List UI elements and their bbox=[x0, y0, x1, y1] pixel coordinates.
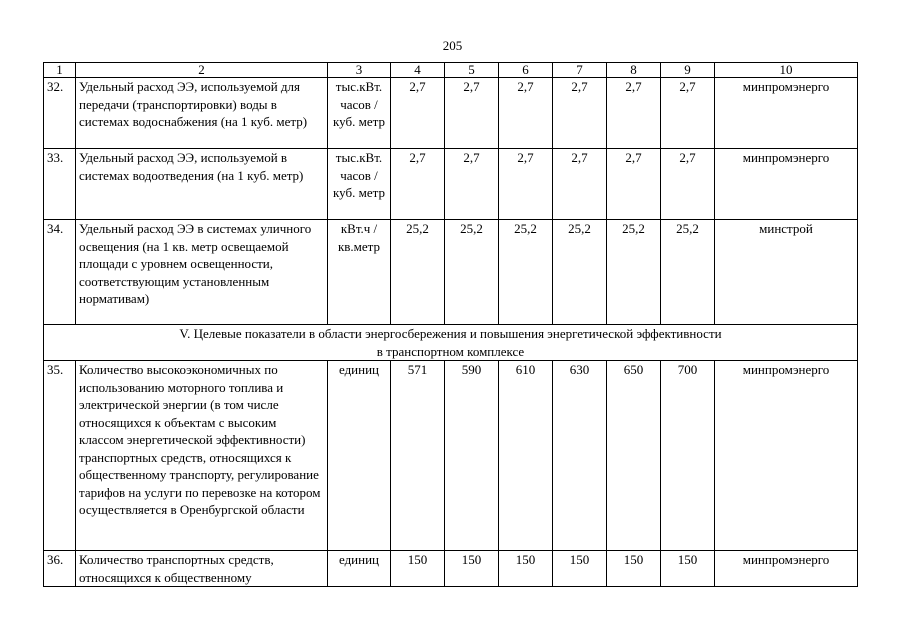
value-cell: 25,2 bbox=[553, 220, 607, 325]
column-header: 6 bbox=[499, 63, 553, 78]
row-number: 32. bbox=[44, 78, 76, 149]
page-number: 205 bbox=[442, 38, 463, 53]
column-header: 5 bbox=[445, 63, 499, 78]
section-heading-row bbox=[44, 325, 858, 361]
column-header: 8 bbox=[607, 63, 661, 78]
unit-cell: единиц bbox=[328, 361, 391, 551]
column-header: 9 bbox=[661, 63, 715, 78]
section-heading-line: в транспортном комплексе bbox=[376, 343, 525, 359]
value-cell: 610 bbox=[499, 361, 553, 551]
table-row bbox=[44, 361, 858, 551]
section-heading-line: V. Целевые показатели в области энергосбережения и повышения энергетической эффективности bbox=[179, 326, 722, 341]
column-header: 2 bbox=[76, 63, 328, 78]
value-cell: 2,7 bbox=[607, 78, 661, 149]
value-cell: 2,7 bbox=[445, 149, 499, 220]
value-cell: 25,2 bbox=[445, 220, 499, 325]
value-cell: 150 bbox=[445, 551, 499, 587]
column-header: 1 bbox=[44, 63, 76, 78]
table-row bbox=[44, 220, 858, 325]
table-row bbox=[44, 78, 858, 149]
value-cell: 2,7 bbox=[391, 149, 445, 220]
indicator-name: Количество высокоэкономичных по использованию моторного топлива и электрической энергии (в том числе относящихся к объектам с высоким классом энергетической эффективности) транспортных средств, относящихся к общественному транспорту, регулирование тарифов на услуги по перевозке на котором осуществляется в Оренбургской области bbox=[76, 361, 328, 551]
value-cell: 25,2 bbox=[661, 220, 715, 325]
responsible-org: минпромэнерго bbox=[715, 551, 858, 587]
unit-cell: единиц bbox=[328, 551, 391, 587]
value-cell: 590 bbox=[445, 361, 499, 551]
table-row bbox=[44, 149, 858, 220]
responsible-org: минпромэнерго bbox=[715, 149, 858, 220]
value-cell: 2,7 bbox=[499, 78, 553, 149]
value-cell: 25,2 bbox=[391, 220, 445, 325]
value-cell: 571 bbox=[391, 361, 445, 551]
unit-cell: кВт.ч / кв.метр bbox=[328, 220, 391, 325]
section-heading bbox=[44, 325, 858, 361]
value-cell: 2,7 bbox=[445, 78, 499, 149]
value-cell: 2,7 bbox=[553, 78, 607, 149]
value-cell: 25,2 bbox=[607, 220, 661, 325]
indicators-table bbox=[43, 62, 858, 587]
value-cell: 2,7 bbox=[607, 149, 661, 220]
row-number: 35. bbox=[44, 361, 76, 551]
value-cell: 25,2 bbox=[499, 220, 553, 325]
row-number: 33. bbox=[44, 149, 76, 220]
row-number: 34. bbox=[44, 220, 76, 325]
value-cell: 150 bbox=[391, 551, 445, 587]
column-header: 4 bbox=[391, 63, 445, 78]
column-header: 3 bbox=[328, 63, 391, 78]
unit-cell: тыс.кВт. часов / куб. метр bbox=[328, 149, 391, 220]
indicator-name: Удельный расход ЭЭ, используемой для передачи (транспортировки) воды в системах водоснабжения (на 1 куб. метр) bbox=[76, 78, 328, 149]
value-cell: 2,7 bbox=[661, 78, 715, 149]
value-cell: 2,7 bbox=[661, 149, 715, 220]
responsible-org: минпромэнерго bbox=[715, 78, 858, 149]
table-row bbox=[44, 551, 858, 587]
value-cell: 150 bbox=[607, 551, 661, 587]
value-cell: 150 bbox=[553, 551, 607, 587]
value-cell: 2,7 bbox=[553, 149, 607, 220]
value-cell: 150 bbox=[661, 551, 715, 587]
value-cell: 2,7 bbox=[499, 149, 553, 220]
column-header: 10 bbox=[715, 63, 858, 78]
value-cell: 2,7 bbox=[391, 78, 445, 149]
indicator-name: Количество транспортных средств, относящихся к общественному bbox=[76, 551, 328, 587]
unit-cell: тыс.кВт. часов / куб. метр bbox=[328, 78, 391, 149]
responsible-org: минпромэнерго bbox=[715, 361, 858, 551]
value-cell: 630 bbox=[553, 361, 607, 551]
column-header: 7 bbox=[553, 63, 607, 78]
responsible-org: минстрой bbox=[715, 220, 858, 325]
row-number: 36. bbox=[44, 551, 76, 587]
indicator-name: Удельный расход ЭЭ, используемой в системах водоотведения (на 1 куб. метр) bbox=[76, 149, 328, 220]
value-cell: 700 bbox=[661, 361, 715, 551]
value-cell: 650 bbox=[607, 361, 661, 551]
value-cell: 150 bbox=[499, 551, 553, 587]
indicator-name: Удельный расход ЭЭ в системах уличного освещения (на 1 кв. метр освещаемой площади с уровнем освещенности, соответствующим установленным нормативам) bbox=[76, 220, 328, 325]
column-number-row bbox=[44, 63, 858, 78]
